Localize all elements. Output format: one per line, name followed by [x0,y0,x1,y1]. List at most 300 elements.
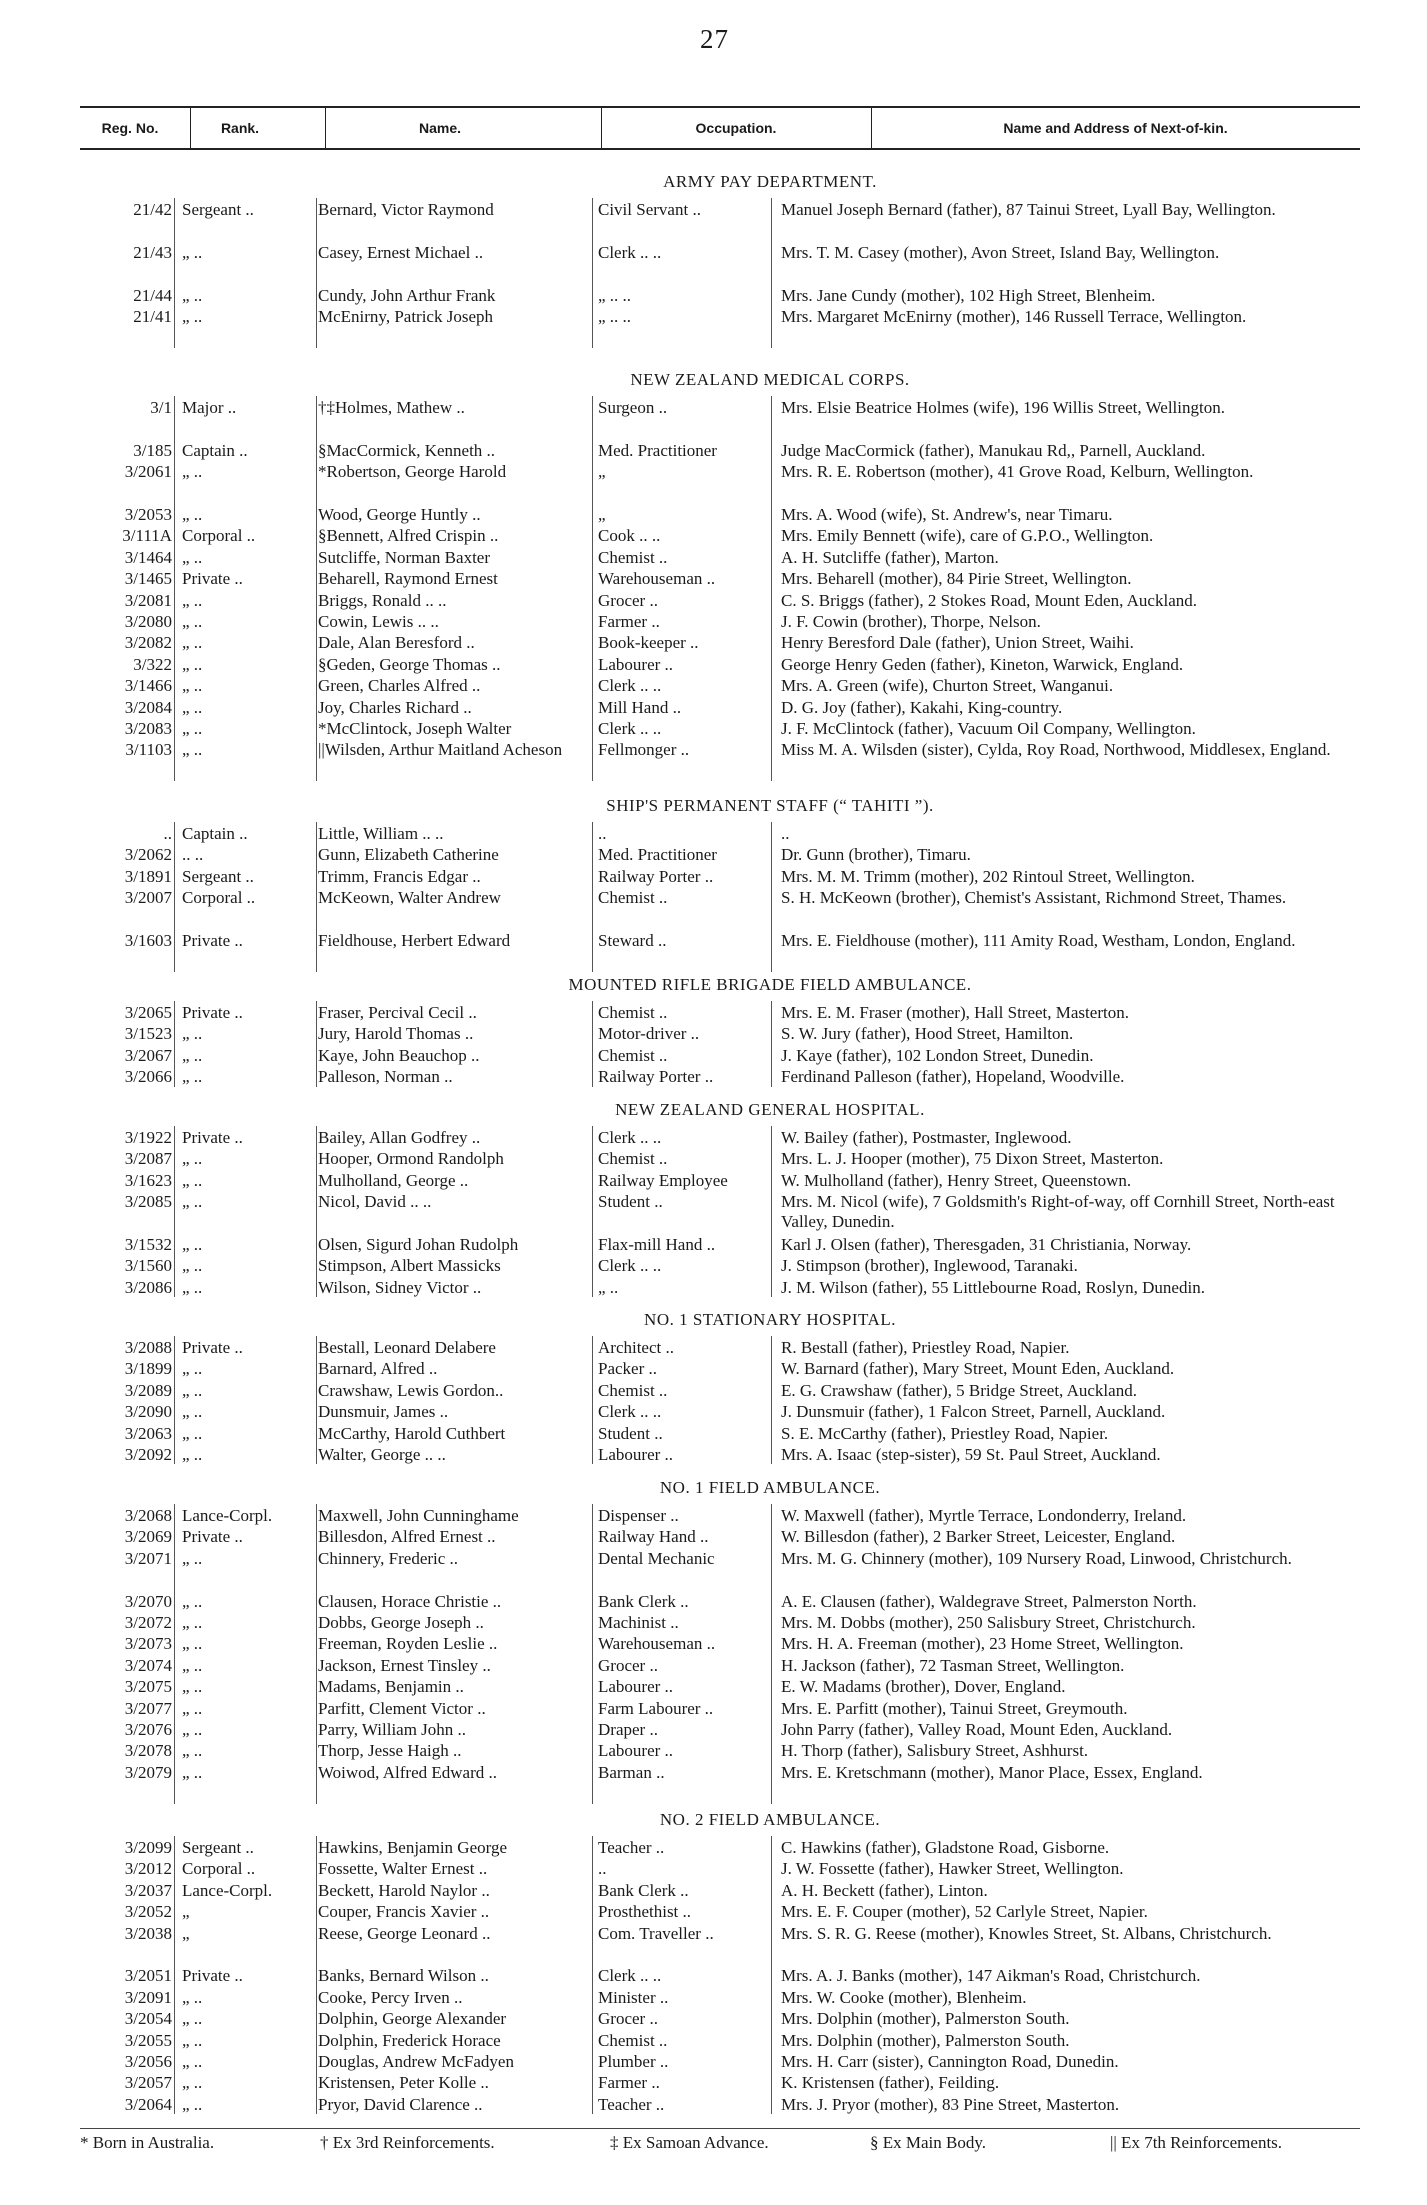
cell-occ: „ [598,462,606,482]
cell-rank: „ .. [182,242,203,262]
column-rule [316,1504,317,1804]
cell-rank: „ .. [182,1655,203,1675]
cell-name: Joy, Charles Richard .. [318,697,472,717]
cell-kin: C. S. Briggs (father), 2 Stokes Road, Mount Eden, Auckland. [781,590,1197,610]
cell-reg: 3/1623 [124,1170,172,1190]
cell-name: Dunsmuir, James .. [318,1402,449,1422]
cell-occ: Labourer .. [598,1677,674,1697]
cell-rank: „ .. [182,1067,203,1087]
cell-name: Walter, George .. .. [318,1445,446,1464]
cell-rank: Sergeant .. [182,1838,254,1857]
cell-rank: „ .. [182,505,203,524]
cell-occ: Com. Traveller .. [598,1923,714,1943]
cell-rank: „ .. [182,1256,203,1276]
cell-kin: Ferdinand Palleson (father), Hopeland, Woodville. [781,1067,1125,1087]
cell-kin: J. W. Fossette (father), Hawker Street, Wellington. [781,1859,1124,1879]
cell-occ: Machinist .. [598,1613,679,1632]
cell-rank: Corporal .. [182,888,256,908]
cell-reg: 3/2080 [124,612,172,631]
cell-name: Cooke, Percy Irven .. [318,1987,463,2007]
cell-rank: „ .. [182,1192,203,1212]
cell-kin: Mrs. Margaret McEnirny (mother), 146 Russell Terrace, Wellington. [781,307,1247,326]
column-rule [316,198,317,348]
cell-occ: Plumber .. [598,2052,669,2071]
cell-reg: 3/1 [150,398,172,417]
section-title: ARMY PAY DEPARTMENT. [663,172,877,191]
cell-name: Nicol, David .. .. [318,1192,432,1212]
footnote: || Ex 7th Reinforcements. [1110,2133,1283,2152]
cell-occ: Clerk .. .. [598,1966,662,1986]
cell-occ: Chemist .. [598,1045,668,1065]
cell-occ: .. [598,1859,607,1879]
cell-name: Beckett, Harold Naylor .. [318,1880,490,1900]
cell-kin: W. Mulholland (father), Henry Street, Queenstown. [781,1170,1132,1190]
cell-rank: Captain .. [182,824,248,843]
cell-reg: 3/2086 [124,1277,172,1297]
cell-occ: Grocer .. [598,2009,658,2029]
column-rule [316,1126,317,1297]
cell-reg: 3/2069 [124,1527,172,1547]
cell-name: Wood, George Huntly .. [318,505,481,524]
cell-kin: Mrs. Dolphin (mother), Palmerston South. [781,2030,1070,2050]
cell-occ: Chemist .. [598,1380,668,1400]
cell-kin: Mrs. E. Kretschmann (mother), Manor Place, Essex, England. [781,1762,1203,1782]
cell-name: Billesdon, Alfred Ernest .. [318,1527,496,1547]
cell-reg: 3/2084 [124,697,172,717]
cell-name: Parry, William John .. [318,1720,467,1739]
cell-occ: Packer .. [598,1359,658,1379]
cell-name: Little, William .. .. [318,824,444,843]
cell-name: McCarthy, Harold Cuthbert [318,1423,506,1443]
cell-kin: H. Jackson (father), 72 Tasman Street, Wellington. [781,1655,1125,1675]
cell-reg: 3/1891 [124,866,172,886]
cell-rank: Private .. [182,1003,243,1022]
cell-occ: Teacher .. [598,1838,665,1857]
cell-reg: 3/2007 [124,888,172,908]
cell-name: Briggs, Ronald .. .. [318,590,447,610]
cell-reg: 3/2051 [124,1966,172,1986]
cell-occ: Clerk .. .. [598,676,662,696]
cell-name: §Geden, George Thomas .. [318,654,501,674]
cell-occ: Book-keeper .. [598,633,699,653]
cell-name: Parfitt, Clement Victor .. [318,1698,486,1718]
cell-rank: „ .. [182,697,203,717]
cell-reg: 3/1465 [124,569,172,589]
section-title: NO. 2 FIELD AMBULANCE. [659,1810,881,1829]
cell-rank: Corporal .. [182,1859,256,1879]
cell-reg: 3/2064 [124,2094,172,2114]
footnote: § Ex Main Body. [870,2133,987,2152]
cell-name: Crawshaw, Lewis Gordon.. [318,1380,504,1400]
cell-occ: „ [598,505,606,524]
cell-reg: 3/2078 [124,1741,172,1761]
column-rule [771,198,772,348]
cell-rank: „ .. [182,285,203,305]
cell-occ: „ .. [598,1277,619,1297]
cell-occ: Dispenser .. [598,1506,679,1525]
cell-kin: Dr. Gunn (brother), Timaru. [781,845,971,865]
cell-reg: 3/2091 [124,1987,172,2007]
cell-reg: 3/2056 [124,2052,172,2071]
cell-occ: Labourer .. [598,1445,674,1464]
cell-reg: 3/2065 [124,1003,172,1022]
cell-rank: „ .. [182,1402,203,1422]
cell-reg: 3/2068 [124,1506,172,1525]
cell-rank: „ .. [182,2052,203,2071]
cell-rank: „ .. [182,2094,203,2114]
cell-name: Freeman, Royden Leslie .. [318,1634,498,1654]
cell-rank: „ [182,1902,190,1922]
cell-name: Olsen, Sigurd Johan Rudolph [318,1235,519,1254]
cell-name: *McClintock, Joseph Walter [318,719,512,738]
cell-name: Douglas, Andrew McFadyen [318,2052,514,2071]
cell-kin: Mrs. Dolphin (mother), Palmerston South. [781,2009,1070,2029]
cell-reg: 3/2054 [124,2009,172,2029]
cell-name: Chinnery, Frederic .. [318,1548,459,1568]
cell-rank: „ [182,1923,190,1943]
column-header-name: Name. [418,120,462,136]
cell-rank: „ .. [182,1548,203,1568]
column-rule [771,822,772,972]
cell-reg: 3/2061 [124,462,172,482]
cell-name: Trimm, Francis Edgar .. [318,866,481,886]
cell-kin: Mrs. A. Green (wife), Churton Street, Wanganui. [781,676,1114,696]
column-rule [174,1126,175,1297]
cell-kin: Mrs. E. F. Couper (mother), 52 Carlyle Street, Napier. [781,1902,1148,1922]
cell-name: Jury, Harold Thomas .. [318,1024,474,1044]
cell-kin: Miss M. A. Wilsden (sister), Cylda, Roy Road, Northwood, Middlesex, England. [781,740,1331,760]
cell-kin: W. Barnard (father), Mary Street, Mount Eden, Auckland. [781,1359,1175,1379]
section-title: NEW ZEALAND MEDICAL CORPS. [630,370,910,389]
cell-name: Hooper, Ormond Randolph [318,1149,504,1169]
cell-occ: Farmer .. [598,2073,660,2093]
column-rule [174,1836,175,2114]
cell-rank: Private .. [182,1527,243,1547]
column-rule [174,1336,175,1464]
cell-kin: J. F. McClintock (father), Vacuum Oil Company, Wellington. [781,719,1196,738]
cell-kin: Mrs. S. R. G. Reese (mother), Knowles Street, St. Albans, Christchurch. [781,1923,1272,1943]
section-title: SHIP'S PERMANENT STAFF (“ TAHITI ”). [606,796,934,815]
cell-kin: Mrs. M. Nicol (wife), 7 Goldsmith's Right-of-way, off Cornhill Street, North-east Valley, Dunedin. [781,1192,1335,1232]
cell-reg: 3/2082 [124,633,172,653]
cell-kin: Mrs. A. Isaac (step-sister), 59 St. Paul Street, Auckland. [781,1445,1161,1464]
footnote: † Ex 3rd Reinforcements. [320,2133,495,2152]
cell-occ: Steward .. [598,931,667,950]
cell-occ: Clerk .. .. [598,1256,662,1276]
cell-name: Dobbs, George Joseph .. [318,1613,484,1632]
cell-kin: Mrs. E. Parfitt (mother), Tainui Street, Greymouth. [781,1698,1128,1718]
cell-kin: Mrs. W. Cooke (mother), Blenheim. [781,1987,1027,2007]
column-rule [771,396,772,781]
column-rule [174,396,175,781]
column-rule [592,1836,593,2114]
cell-occ: Teacher .. [598,2094,665,2114]
cell-reg: 3/2062 [124,845,172,865]
cell-rank: „ .. [182,590,203,610]
cell-occ: Chemist .. [598,1149,668,1169]
cell-reg: 3/2057 [124,2073,172,2093]
cell-reg: 3/1523 [124,1024,172,1044]
cell-kin: J. Stimpson (brother), Inglewood, Taranaki. [781,1256,1078,1276]
cell-kin: K. Kristensen (father), Feilding. [781,2073,1000,2093]
section-title: MOUNTED RIFLE BRIGADE FIELD AMBULANCE. [568,975,972,994]
cell-rank: „ .. [182,2030,203,2050]
footnote: * Born in Australia. [80,2133,215,2152]
cell-rank: „ .. [182,1380,203,1400]
cell-name: Kaye, John Beauchop .. [318,1045,480,1065]
column-rule [592,1504,593,1804]
column-rule [174,822,175,972]
cell-occ: Bank Clerk .. [598,1591,689,1611]
cell-reg: .. [163,824,172,843]
cell-name: Kristensen, Peter Kolle .. [318,2073,489,2093]
cell-name: ||Wilsden, Arthur Maitland Acheson [318,740,563,760]
cell-name: Stimpson, Albert Massicks [318,1256,501,1276]
cell-kin: S. H. McKeown (brother), Chemist's Assistant, Richmond Street, Thames. [781,888,1287,908]
column-header-rank: Rank. [220,120,260,136]
column-rule [174,1504,175,1804]
cell-reg: 3/2073 [124,1634,172,1654]
column-rule [592,1001,593,1087]
cell-reg: 3/2037 [124,1880,172,1900]
cell-kin: Mrs. T. M. Casey (mother), Avon Street, Island Bay, Wellington. [781,242,1220,262]
cell-occ: Med. Practitioner [598,440,717,460]
cell-reg: 21/43 [133,242,172,262]
cell-occ: Railway Hand .. [598,1527,709,1547]
cell-rank: Sergeant .. [182,866,254,886]
cell-rank: Private .. [182,569,243,589]
cell-kin: W. Bailey (father), Postmaster, Inglewood. [781,1128,1072,1147]
cell-occ: Surgeon .. [598,398,668,417]
cell-kin: J. Dunsmuir (father), 1 Falcon Street, Parnell, Auckland. [781,1402,1166,1422]
cell-occ: Civil Servant .. [598,200,701,219]
cell-rank: Lance-Corpl. [182,1880,273,1900]
cell-rank: Corporal .. [182,526,256,546]
cell-kin: Mrs. M. Dobbs (mother), 250 Salisbury Street, Christchurch. [781,1613,1196,1632]
cell-occ: Med. Practitioner [598,845,717,865]
cell-kin: E. G. Crawshaw (father), 5 Bridge Street, Auckland. [781,1380,1137,1400]
cell-kin: A. H. Sutcliffe (father), Marton. [781,547,999,567]
cell-occ: Farmer .. [598,612,660,631]
column-rule [771,1504,772,1804]
cell-name: Barnard, Alfred .. [318,1359,438,1379]
cell-rank: „ .. [182,2073,203,2093]
cell-name: Thorp, Jesse Haigh .. [318,1741,462,1761]
cell-occ: Chemist .. [598,888,668,908]
cell-kin: John Parry (father), Valley Road, Mount Eden, Auckland. [781,1720,1173,1739]
column-rule [592,198,593,348]
cell-occ: Labourer .. [598,1741,674,1761]
column-rule [592,822,593,972]
cell-reg: 3/2085 [124,1192,172,1212]
cell-reg: 3/2052 [124,1902,172,1922]
cell-reg: 21/44 [133,285,172,305]
cell-rank: Private .. [182,1966,243,1986]
column-rule [771,1836,772,2114]
column-rule [592,1336,593,1464]
cell-rank: „ .. [182,1277,203,1297]
cell-reg: 3/2083 [124,719,172,738]
cell-occ: „ .. .. [598,307,632,326]
cell-reg: 3/2055 [124,2030,172,2050]
page-number: 27 [700,24,729,54]
cell-reg: 3/2099 [124,1838,172,1857]
cell-name: Jackson, Ernest Tinsley .. [318,1655,491,1675]
column-rule [592,396,593,781]
cell-rank: „ .. [182,1170,203,1190]
cell-rank: „ .. [182,307,203,326]
cell-name: †‡Holmes, Mathew .. [318,398,465,417]
cell-name: McEnirny, Patrick Joseph [318,307,494,326]
cell-kin: W. Maxwell (father), Myrtle Terrace, Londonderry, Ireland. [781,1506,1187,1525]
cell-occ: Student .. [598,1423,663,1443]
cell-name: Beharell, Raymond Ernest [318,569,498,589]
cell-name: Bernard, Victor Raymond [318,200,494,219]
cell-rank: „ .. [182,1698,203,1718]
cell-kin: Mrs. A. Wood (wife), St. Andrew's, near Timaru. [781,505,1113,524]
cell-rank: „ .. [182,740,203,760]
cell-occ: Grocer .. [598,1655,658,1675]
cell-rank: „ .. [182,1024,203,1044]
cell-occ: Chemist .. [598,2030,668,2050]
cell-kin: Mrs. Jane Cundy (mother), 102 High Street, Blenheim. [781,285,1156,305]
cell-kin: S. E. McCarthy (father), Priestley Road, Napier. [781,1423,1109,1443]
cell-rank: „ .. [182,547,203,567]
cell-reg: 3/1603 [124,931,172,950]
cell-reg: 3/2075 [124,1677,172,1697]
cell-reg: 3/2079 [124,1762,172,1782]
column-header-occupation: Occupation. [695,120,777,136]
cell-rank: „ .. [182,1741,203,1761]
cell-reg: 3/1532 [124,1235,172,1254]
cell-occ: Fellmonger .. [598,740,690,760]
cell-kin: .. [781,824,790,843]
cell-kin: S. W. Jury (father), Hood Street, Hamilton. [781,1024,1074,1044]
cell-occ: Railway Employee [598,1170,728,1190]
cell-occ: Chemist .. [598,1003,668,1022]
cell-rank: „ .. [182,1720,203,1739]
cell-kin: Mrs. E. Fieldhouse (mother), 111 Amity Road, Westham, London, England. [781,931,1296,950]
cell-rank: „ .. [182,1149,203,1169]
column-rule [316,1336,317,1464]
cell-occ: Warehouseman .. [598,569,716,589]
column-rule [316,822,317,972]
cell-name: Cundy, John Arthur Frank [318,285,496,305]
cell-kin: W. Billesdon (father), 2 Barker Street, Leicester, England. [781,1527,1176,1547]
cell-reg: 3/2070 [124,1591,172,1611]
cell-name: Clausen, Horace Christie .. [318,1591,502,1611]
cell-reg: 3/2081 [124,590,172,610]
cell-reg: 3/2076 [124,1720,172,1739]
cell-reg: 3/185 [133,440,172,460]
cell-kin: Mrs. Elsie Beatrice Holmes (wife), 196 Willis Street, Wellington. [781,398,1225,417]
cell-occ: Chemist .. [598,547,668,567]
cell-reg: 3/2066 [124,1067,172,1087]
cell-reg: 3/2063 [124,1423,172,1443]
cell-rank: „ .. [182,1445,203,1464]
cell-rank: Private .. [182,1338,243,1357]
cell-reg: 3/1560 [124,1256,172,1276]
cell-name: Dale, Alan Beresford .. [318,633,475,653]
cell-kin: J. M. Wilson (father), 55 Littlebourne Road, Roslyn, Dunedin. [781,1277,1205,1297]
cell-rank: Captain .. [182,440,248,460]
column-rule [174,198,175,348]
cell-rank: „ .. [182,654,203,674]
cell-occ: Clerk .. .. [598,242,662,262]
cell-occ: Clerk .. .. [598,719,662,738]
cell-reg: 3/1922 [124,1128,172,1147]
cell-rank: „ .. [182,1591,203,1611]
cell-rank: „ .. [182,1235,203,1254]
cell-reg: 3/2088 [124,1338,172,1357]
cell-kin: Mrs. A. J. Banks (mother), 147 Aikman's Road, Christchurch. [781,1966,1201,1986]
cell-kin: Mrs. Beharell (mother), 84 Pirie Street, Wellington. [781,569,1132,589]
cell-occ: Cook .. .. [598,526,661,546]
section-title: NO. 1 FIELD AMBULANCE. [659,1478,881,1497]
cell-kin: E. W. Madams (brother), Dover, England. [781,1677,1066,1697]
column-rule [316,1001,317,1087]
cell-reg: 3/111A [122,526,172,546]
cell-name: Dolphin, George Alexander [318,2009,507,2029]
cell-name: Couper, Francis Xavier .. [318,1902,490,1922]
cell-reg: 3/1466 [124,676,172,696]
column-rule [771,1336,772,1464]
cell-reg: 3/2071 [124,1548,172,1568]
cell-kin: C. Hawkins (father), Gladstone Road, Gisborne. [781,1838,1110,1857]
cell-reg: 3/2067 [124,1045,172,1065]
cell-kin: Manuel Joseph Bernard (father), 87 Tainui Street, Lyall Bay, Wellington. [781,200,1276,219]
cell-name: Cowin, Lewis .. .. [318,612,439,631]
cell-name: *Robertson, George Harold [318,462,507,482]
column-header-reg: Reg. No. [101,120,159,136]
cell-name: Dolphin, Frederick Horace [318,2030,501,2050]
cell-rank: „ .. [182,676,203,696]
cell-kin: Mrs. J. Pryor (mother), 83 Pine Street, Masterton. [781,2094,1120,2114]
cell-kin: Mrs. H. A. Freeman (mother), 23 Home Street, Wellington. [781,1634,1184,1654]
cell-occ: Farm Labourer .. [598,1698,714,1718]
footnotes [80,2128,1360,2153]
cell-name: Wilson, Sidney Victor .. [318,1277,482,1297]
cell-name: Banks, Bernard Wilson .. [318,1966,489,1986]
cell-reg: 21/42 [133,200,172,219]
cell-occ: Grocer .. [598,590,658,610]
footnote: ‡ Ex Samoan Advance. [610,2133,769,2152]
cell-rank: „ .. [182,462,203,482]
cell-kin: J. Kaye (father), 102 London Street, Dunedin. [781,1045,1094,1065]
cell-occ: „ .. .. [598,285,632,305]
cell-name: §MacCormick, Kenneth .. [318,440,496,460]
cell-reg: 3/2072 [124,1613,172,1632]
cell-name: Bestall, Leonard Delabere [318,1338,496,1357]
cell-rank: Private .. [182,931,243,950]
cell-kin: Mrs. E. M. Fraser (mother), Hall Street, Masterton. [781,1003,1129,1022]
cell-rank: „ .. [182,1762,203,1782]
cell-occ: Railway Porter .. [598,1067,714,1087]
cell-occ: Architect .. [598,1338,674,1357]
cell-rank: Lance-Corpl. [182,1506,273,1525]
cell-name: Sutcliffe, Norman Baxter [318,547,491,567]
cell-kin: Henry Beresford Dale (father), Union Street, Waihi. [781,633,1134,653]
cell-reg: 3/2038 [124,1923,172,1943]
cell-rank: „ .. [182,1045,203,1065]
cell-name: §Bennett, Alfred Crispin .. [318,526,499,546]
column-header-kin: Name and Address of Next-of-kin. [1003,120,1228,136]
cell-kin: A. E. Clausen (father), Waldegrave Street, Palmerston North. [781,1591,1197,1611]
cell-occ: Motor-driver .. [598,1024,700,1044]
cell-rank: „ .. [182,1634,203,1654]
cell-kin: Mrs. Emily Bennett (wife), care of G.P.O., Wellington. [781,526,1154,546]
cell-reg: 3/2092 [124,1445,172,1464]
